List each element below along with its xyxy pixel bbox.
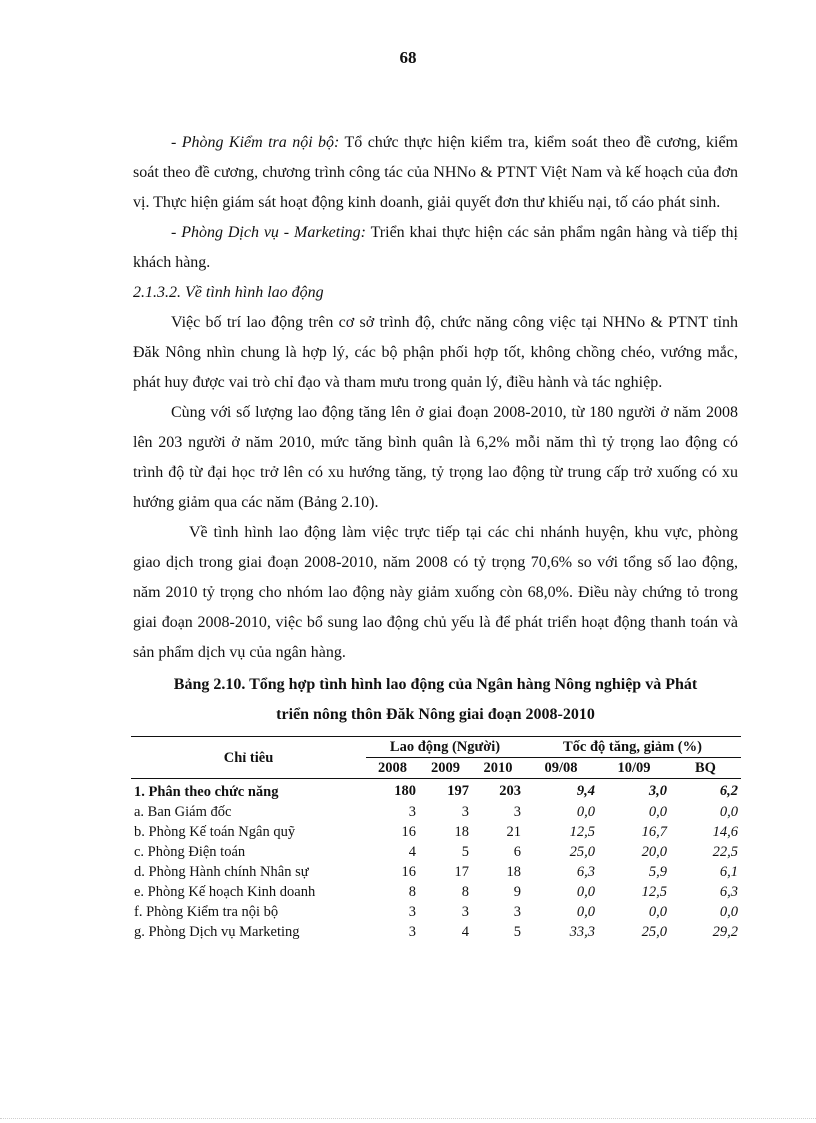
cell-09-08: 6,3 xyxy=(576,864,595,880)
cell-2010: 9 xyxy=(513,884,521,900)
cell-2010: 5 xyxy=(513,924,521,940)
cell-2008: 3 xyxy=(408,904,416,920)
table-row xyxy=(131,779,741,803)
cell-10-09: 0,0 xyxy=(648,804,667,820)
row-label: d. Phòng Hành chính Nhân sự xyxy=(134,864,309,880)
table-row xyxy=(131,922,741,942)
header-2008: 2008 xyxy=(366,758,419,779)
internal-audit-label: - Phòng Kiểm tra nội bộ: xyxy=(171,134,340,151)
table-row xyxy=(131,842,741,862)
internal-audit-text: Tổ chức thực hiện kiểm tra, kiểm soát theo đề cương, kiểm soát theo đề cương, chương trình công tác của NHNo & PTNT Việt Nam và kế hoạch của đơn vị. Thực hiện giám sát hoạt động kinh doanh, giải quyết đơn thư khiếu nại, tố cáo phát sinh. xyxy=(133,134,738,211)
marketing-text: Triển khai thực hiện các sản phẩm ngân hàng và tiếp thị khách hàng. xyxy=(133,224,738,271)
header-09-08: 09/08 xyxy=(524,758,598,779)
cell-09-08: 33,3 xyxy=(569,924,595,940)
header-growth-group: Tốc độ tăng, giảm (%) xyxy=(524,737,741,758)
cell-2010: 3 xyxy=(513,904,521,920)
row-label: b. Phòng Kế toán Ngân quỹ xyxy=(134,824,296,840)
paragraph-labor-allocation: Việc bố trí lao động trên cơ sở trình độ, chức năng công việc tại NHNo & PTNT tỉnh Đăk Nông nhìn chung là hợp lý, các bộ phận phối hợp tốt, không chồng chéo, vướng mắc, phát huy được vai trò chỉ đạo và tham mưu trong quản lý, điều hành và tác nghiệp. xyxy=(133,314,738,391)
cell-09-08: 0,0 xyxy=(576,804,595,820)
cell-bq: 29,2 xyxy=(712,924,738,940)
table-row xyxy=(131,882,741,902)
cell-2010: 3 xyxy=(513,804,521,820)
cell-2008: 16 xyxy=(401,824,416,840)
bottom-divider xyxy=(0,1118,816,1119)
cell-2010: 203 xyxy=(499,782,521,799)
cell-bq: 0,0 xyxy=(719,804,738,820)
cell-09-08: 0,0 xyxy=(576,904,595,920)
header-2009: 2009 xyxy=(419,758,472,779)
header-2010: 2010 xyxy=(472,758,524,779)
cell-10-09: 20,0 xyxy=(641,844,667,860)
cell-2008: 16 xyxy=(401,864,416,880)
row-label: e. Phòng Kế hoạch Kinh doanh xyxy=(134,884,316,900)
table-title-line-2: triển nông thôn Đăk Nông giai đoạn 2008-2010 xyxy=(276,706,595,723)
cell-2010: 6 xyxy=(513,844,521,860)
row-label: f. Phòng Kiểm tra nội bộ xyxy=(134,904,279,920)
cell-2010: 21 xyxy=(506,824,521,840)
section-subheading: 2.1.3.2. Về tình hình lao động xyxy=(133,284,324,301)
labor-table xyxy=(131,736,741,942)
cell-10-09: 25,0 xyxy=(641,924,667,940)
cell-09-08: 9,4 xyxy=(576,782,595,799)
header-bq: BQ xyxy=(670,758,741,779)
cell-10-09: 3,0 xyxy=(648,782,667,799)
header-10-09: 10/09 xyxy=(598,758,670,779)
paragraph-branch-labor: Về tình hình lao động làm việc trực tiếp tại các chi nhánh huyện, khu vực, phòng giao dịch trong giai đoạn 2008-2010, năm 2008 có tỷ trọng 70,6% so với tổng số lao động, năm 2010 tỷ trọng cho nhóm lao động này giảm xuống còn 68,0%. Điều này chứng tỏ trong giai đoạn 2008-2010, việc bổ sung lao động chủ yếu là để phát triển hoạt động thanh toán và sản phẩm dịch vụ của ngân hàng. xyxy=(133,524,738,661)
cell-10-09: 5,9 xyxy=(648,864,667,880)
cell-2009: 197 xyxy=(447,782,469,799)
cell-2008: 180 xyxy=(394,782,416,799)
row-label: c. Phòng Điện toán xyxy=(134,844,246,860)
cell-bq: 14,6 xyxy=(712,824,738,840)
cell-bq: 6,3 xyxy=(719,884,738,900)
header-indicator: Chỉ tiêu xyxy=(131,737,366,779)
cell-2009: 5 xyxy=(461,844,469,860)
cell-09-08: 12,5 xyxy=(569,824,595,840)
row-label: 1. Phân theo chức năng xyxy=(134,784,279,800)
cell-10-09: 0,0 xyxy=(648,904,667,920)
cell-2008: 4 xyxy=(408,844,416,860)
cell-09-08: 25,0 xyxy=(569,844,595,860)
cell-2008: 3 xyxy=(408,924,416,940)
paragraph-marketing xyxy=(133,218,738,278)
marketing-label: - Phòng Dịch vụ - Marketing: xyxy=(171,224,366,241)
cell-2009: 18 xyxy=(454,824,469,840)
paragraph-internal-audit xyxy=(133,128,738,218)
cell-2009: 8 xyxy=(461,884,469,900)
page-number: 68 xyxy=(399,48,417,67)
table-row xyxy=(131,862,741,882)
table-row xyxy=(131,902,741,922)
cell-2009: 17 xyxy=(454,864,469,880)
row-label: g. Phòng Dịch vụ Marketing xyxy=(134,924,300,940)
row-label: a. Ban Giám đốc xyxy=(134,804,232,820)
cell-09-08: 0,0 xyxy=(576,884,595,900)
cell-bq: 22,5 xyxy=(712,844,738,860)
table-title-line-1: Bảng 2.10. Tổng hợp tình hình lao động của Ngân hàng Nông nghiệp và Phát xyxy=(173,676,698,693)
cell-bq: 6,2 xyxy=(719,782,738,799)
cell-2009: 4 xyxy=(461,924,469,940)
page-content xyxy=(133,128,738,942)
paragraph-labor-growth: Cùng với số lượng lao động tăng lên ở giai đoạn 2008-2010, từ 180 người ở năm 2008 lên 203 người ở năm 2010, mức tăng bình quân là 6,2% mỗi năm thì tỷ trọng lao động có trình độ từ đại học trở lên có xu hướng tăng, tỷ trọng lao động từ trung cấp trở xuống có xu hướng giảm qua các năm (Bảng 2.10). xyxy=(133,404,738,511)
cell-2009: 3 xyxy=(461,904,469,920)
cell-2009: 3 xyxy=(461,804,469,820)
cell-bq: 0,0 xyxy=(719,904,738,920)
cell-10-09: 16,7 xyxy=(641,824,667,840)
table-row xyxy=(131,802,741,822)
cell-2010: 18 xyxy=(506,864,521,880)
cell-2008: 8 xyxy=(408,884,416,900)
cell-bq: 6,1 xyxy=(719,864,738,880)
table-row xyxy=(131,822,741,842)
table-header-row xyxy=(131,737,741,758)
header-labor-group: Lao động (Người) xyxy=(366,737,524,758)
cell-10-09: 12,5 xyxy=(641,884,667,900)
cell-2008: 3 xyxy=(408,804,416,820)
table-title xyxy=(133,670,738,730)
